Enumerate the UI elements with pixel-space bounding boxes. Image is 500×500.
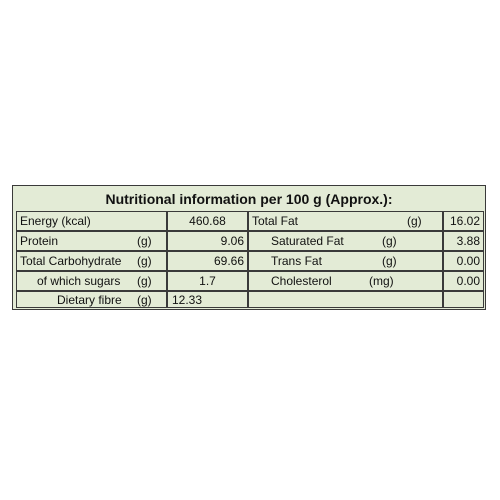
table-cell — [248, 231, 443, 251]
nutrient-value: 0.00 — [456, 274, 480, 288]
nutrient-value: 460.68 — [189, 214, 226, 228]
table-cell — [16, 251, 167, 271]
nutrient-label: Total Fat — [252, 214, 299, 228]
table-cell — [16, 291, 167, 308]
nutrient-unit: (g) — [137, 274, 152, 288]
nutrient-unit: (g) — [382, 234, 397, 248]
nutrient-label: Saturated Fat — [271, 234, 344, 248]
nutrient-value: 0.00 — [456, 254, 480, 268]
nutrient-label: Dietary fibre — [57, 293, 122, 307]
table-cell — [16, 271, 167, 291]
nutrient-value: 12.33 — [172, 293, 203, 307]
nutrient-label: Cholesterol — [271, 274, 332, 288]
nutrient-unit: (mg) — [369, 274, 394, 288]
nutrient-unit: (g) — [382, 254, 397, 268]
table-cell — [167, 271, 248, 291]
table-cell — [167, 251, 248, 271]
nutrient-unit: (g) — [137, 293, 152, 307]
table-cell — [443, 271, 484, 291]
table-cell — [248, 211, 443, 231]
table-cell — [167, 211, 248, 231]
table-cell-empty — [248, 291, 443, 308]
table-cell — [16, 231, 167, 251]
table-cell — [443, 231, 484, 251]
nutrient-unit: (g) — [407, 214, 422, 228]
nutrient-unit: (g) — [137, 234, 152, 248]
table-cell-empty — [443, 291, 484, 308]
table-cell — [248, 251, 443, 271]
table-cell — [248, 271, 443, 291]
table-cell — [443, 251, 484, 271]
nutrient-value: 3.88 — [456, 234, 480, 248]
nutrient-value: 69.66 — [213, 254, 244, 268]
nutrient-label: Total Carbohydrate — [20, 254, 122, 268]
nutrition-table — [12, 185, 486, 310]
table-title: Nutritional information per 100 g (Approx.): — [105, 191, 393, 207]
nutrient-label: Protein — [20, 234, 59, 248]
nutrient-value: 1.7 — [199, 274, 216, 288]
nutrient-label: Energy (kcal) — [20, 214, 91, 228]
nutrient-label: of which sugars — [37, 274, 121, 288]
table-cell — [167, 291, 248, 308]
nutrient-value: 16.02 — [449, 214, 480, 228]
table-cell — [443, 211, 484, 231]
table-cell — [16, 211, 167, 231]
nutrient-value: 9.06 — [220, 234, 244, 248]
nutrient-label: Trans Fat — [271, 254, 322, 268]
nutrient-unit: (g) — [137, 254, 152, 268]
table-cell — [167, 231, 248, 251]
